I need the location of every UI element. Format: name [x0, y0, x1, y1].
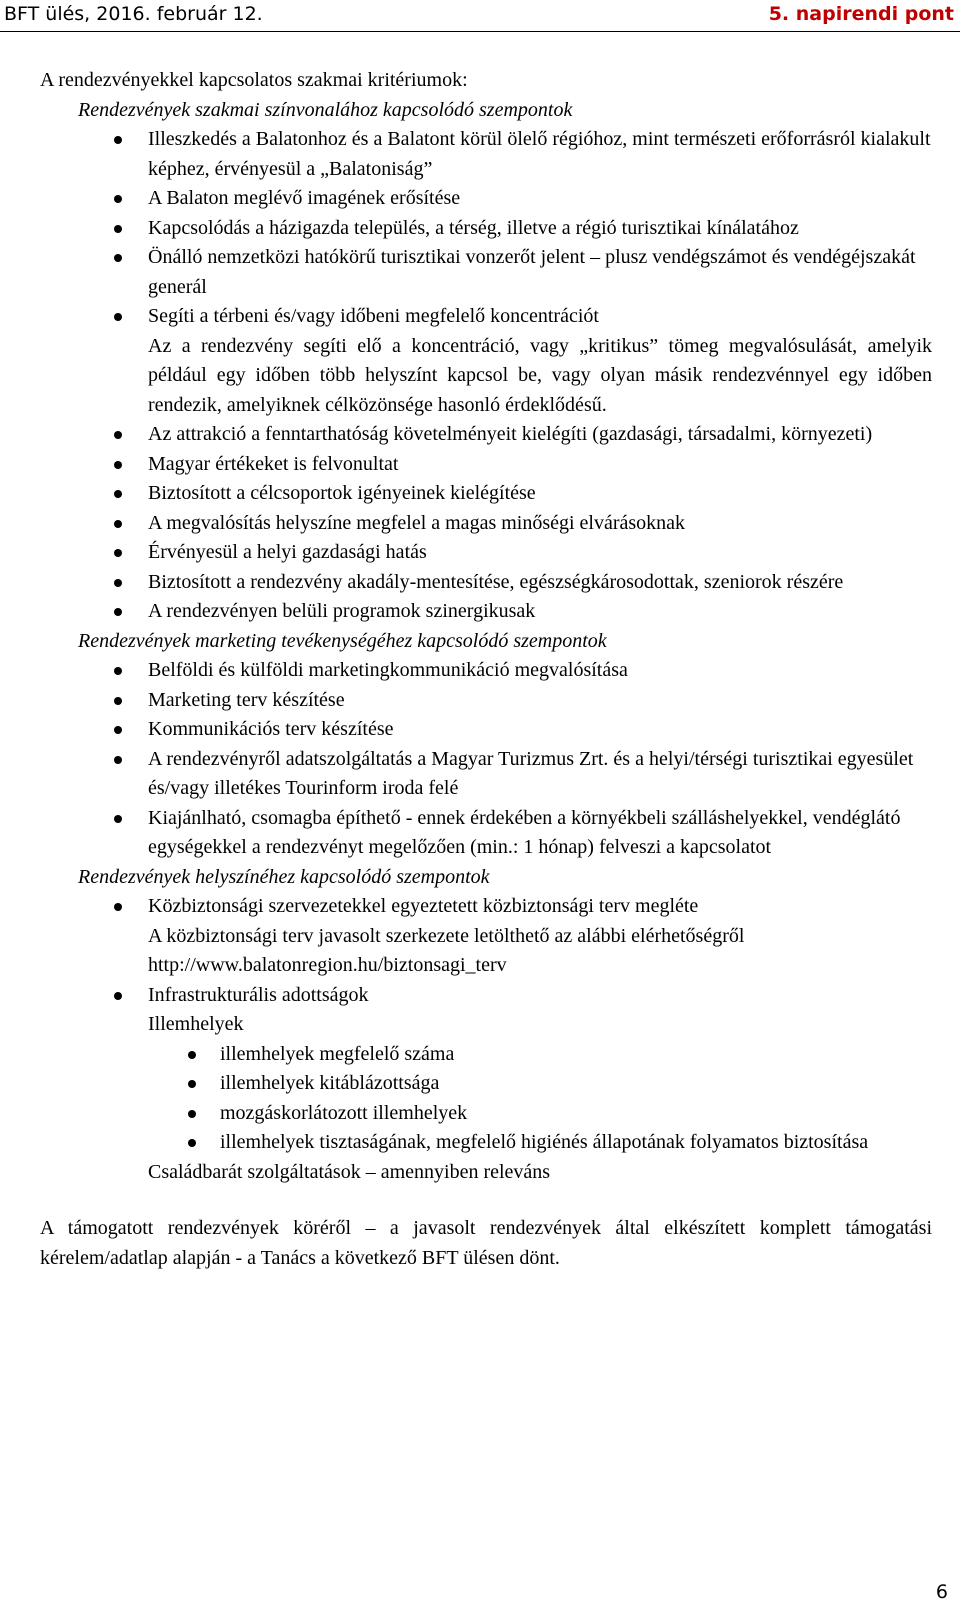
list-item: A rendezvényről adatszolgáltatás a Magyar Turizmus Zrt. és a helyi/térségi turisztikai egyesület és/vagy illetékes Tourinform iroda felé — [40, 745, 932, 804]
section2-title: Rendezvények marketing tevékenységéhez kapcsolódó szempontok — [78, 629, 607, 652]
page-header — [0, 0, 960, 32]
list-item: Biztosított a célcsoportok igényeinek kielégítése — [40, 479, 932, 509]
list-item: A megvalósítás helyszíne megfelel a magas minőségi elvárásoknak — [40, 509, 932, 539]
toilets-list — [148, 1040, 932, 1158]
list-item: Az attrakció a fenntarthatóság követelményeit kielégíti (gazdasági, társadalmi, környezeti) — [40, 420, 932, 450]
list-item: Biztosított a rendezvény akadály-mentesítése, egészségkárosodottak, szeniorok részére — [40, 568, 932, 598]
list-item: A rendezvényen belüli programok szinergikusak — [40, 597, 932, 627]
list-item: Magyar értékeket is felvonultat — [40, 450, 932, 480]
list-item: Kommunikációs terv készítése — [40, 715, 932, 745]
header-agenda-item: 5. napirendi pont — [768, 3, 954, 25]
sub-list-item: mozgáskorlátozott illemhelyek — [148, 1099, 932, 1129]
section2-list — [40, 656, 932, 863]
list-item: Kapcsolódás a házigazda település, a térség, illetve a régió turisztikai kínálatához — [40, 214, 932, 244]
list-item: Kiajánlható, csomagba építhető - ennek érdekében a környékbeli szálláshelyekkel, vendéglátó egységekkel a rendezvényt megelőzően (min.: 1 hónap) felveszi a kapcsolatot — [40, 804, 932, 863]
sub-list-item: illemhelyek kitáblázottsága — [148, 1069, 932, 1099]
list-item-concentration — [40, 302, 932, 420]
list-item-security-plan — [40, 892, 932, 981]
list-item-infrastructure — [40, 981, 932, 1188]
list-item: A Balaton meglévő imagének erősítése — [40, 184, 932, 214]
section1-list — [40, 125, 932, 627]
list-item: Önálló nemzetközi hatókörű turisztikai vonzerőt jelent – plusz vendégszámot és vendégéjszakát generál — [40, 243, 932, 302]
list-item-text: Segíti a térbeni és/vagy időbeni megfelelő koncentrációt — [148, 305, 599, 327]
list-item-text: Infrastrukturális adottságok — [148, 983, 369, 1006]
list-item: Érvényesül a helyi gazdasági hatás — [40, 538, 932, 568]
section1-title: Rendezvények szakmai színvonalához kapcsolódó szempontok — [78, 98, 573, 121]
list-item-text: Közbiztonsági szervezetekkel egyeztetett közbiztonsági terv megléte — [148, 895, 699, 917]
page-number: 6 — [935, 1580, 948, 1603]
list-item: Marketing terv készítése — [40, 686, 932, 716]
closing-paragraph: A támogatott rendezvények köréről – a javasolt rendezvények által elkészített komplett támogatási kérelem/adatlap alapján - a Tanács a következő BFT ülésen dönt. — [40, 1217, 932, 1269]
sub-list-item: illemhelyek tisztaságának, megfelelő higiénés állapotának folyamatos biztosítása — [148, 1128, 932, 1158]
intro-heading: A rendezvényekkel kapcsolatos szakmai kritériumok: — [40, 69, 468, 91]
list-item-explanation: Az a rendezvény segíti elő a koncentráció, vagy „kritikus” tömeg megvalósulását, amelyik például egy időben több helyszínt kapcsol be, vagy olyan másik rendezvénnyel egy időben rendezik, amelyiknek célközönsége hasonló érdeklődésű. — [148, 334, 932, 416]
document-body — [40, 66, 932, 1273]
header-left-text: BFT ülés, 2016. február 12. — [4, 3, 263, 25]
family-services-note: Családbarát szolgáltatások – amennyiben releváns — [148, 1160, 551, 1183]
section3-title: Rendezvények helyszínéhez kapcsolódó szempontok — [78, 865, 490, 888]
section3-list — [40, 892, 932, 1187]
security-plan-note: A közbiztonsági terv javasolt szerkezete letölthető az alábbi elérhetőségről http://www.balatonregion.hu/biztonsagi_terv — [148, 924, 745, 976]
list-item: Illeszkedés a Balatonhoz és a Balatont körül ölelő régióhoz, mint természeti erőforrásról kialakult képhez, érvényesül a „Balatoniság” — [40, 125, 932, 184]
list-item: Belföldi és külföldi marketingkommunikáció megvalósítása — [40, 656, 932, 686]
sub-list-item: illemhelyek megfelelő száma — [148, 1040, 932, 1070]
toilets-subheading: Illemhelyek — [148, 1013, 244, 1035]
